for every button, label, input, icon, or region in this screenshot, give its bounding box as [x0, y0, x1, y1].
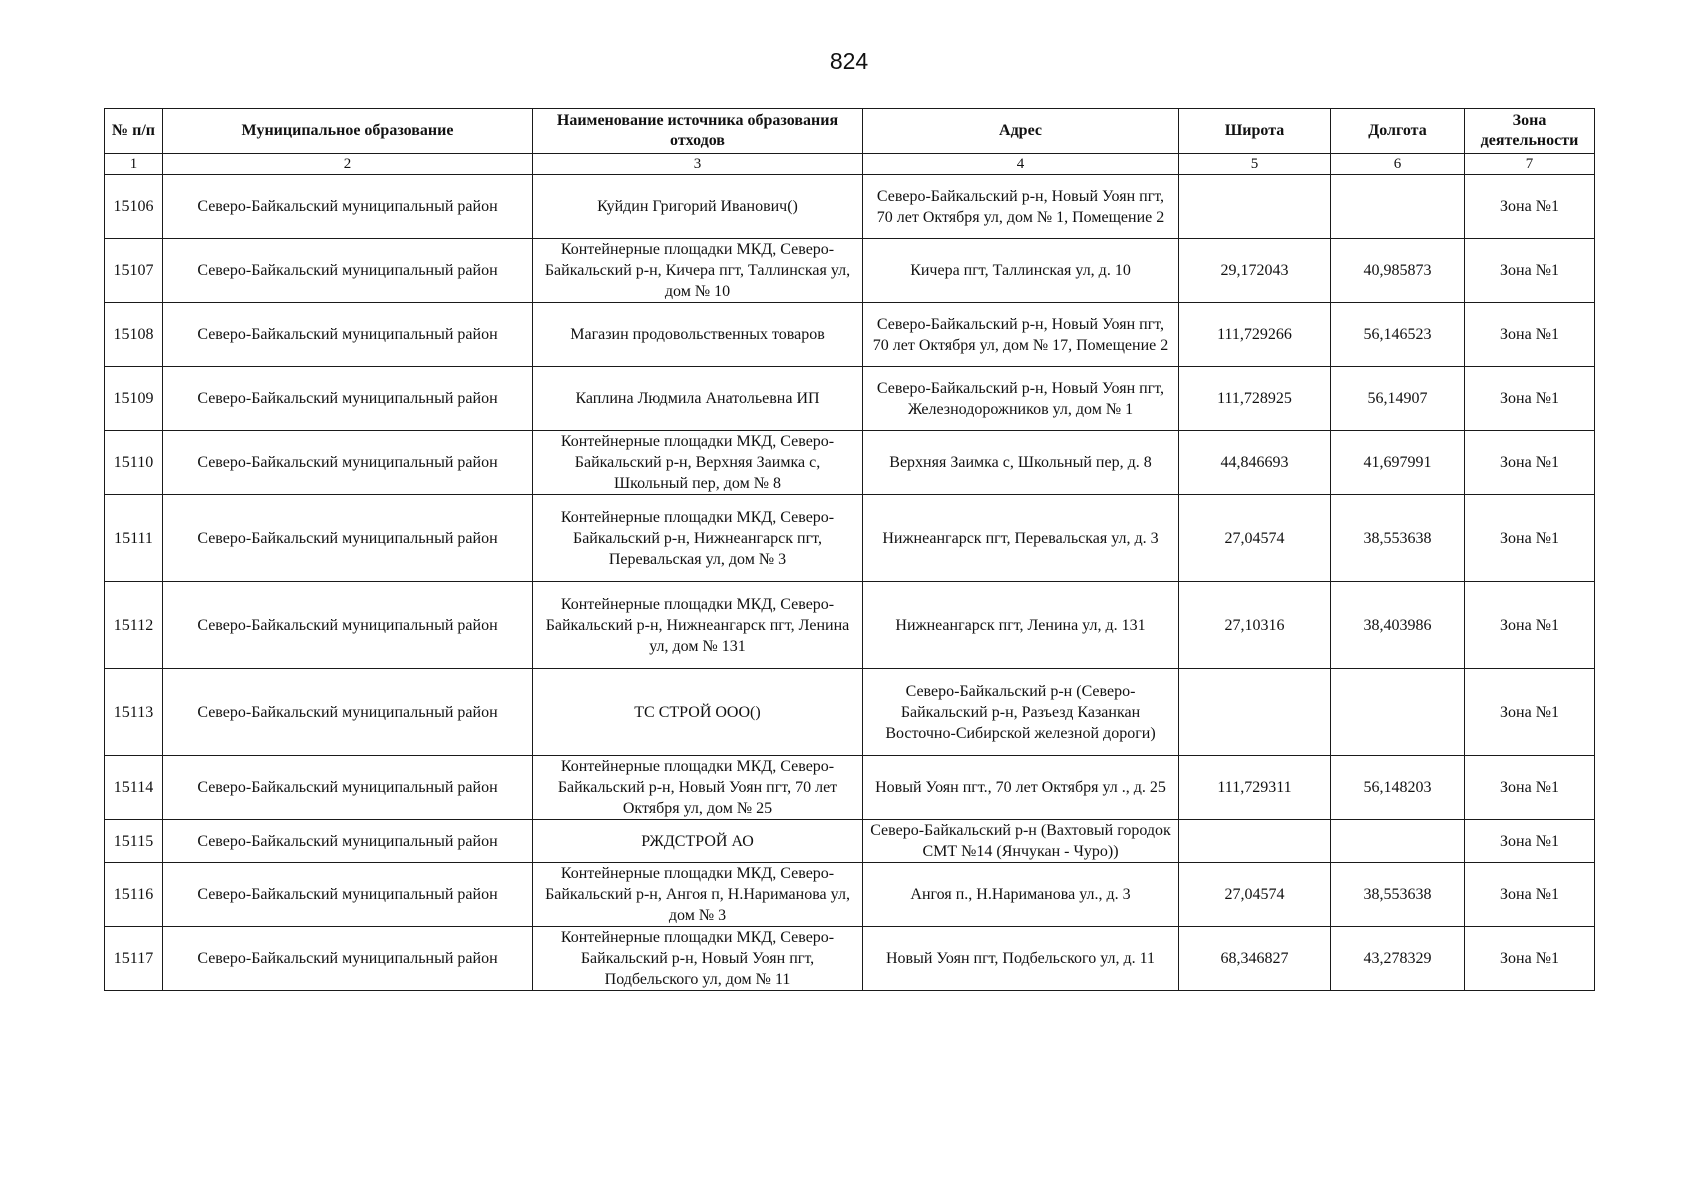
header-cell: Широта: [1179, 109, 1331, 154]
column-number-cell: 1: [105, 154, 163, 175]
page-number: 824: [829, 48, 869, 74]
row-number-cell: 15107: [105, 239, 163, 303]
row-number-cell: 15108: [105, 303, 163, 367]
longitude-cell: 40,985873: [1331, 239, 1465, 303]
municipality-cell: Северо-Байкальский муниципальный район: [163, 431, 533, 495]
address-cell: Верхняя Заимка с, Школьный пер, д. 8: [863, 431, 1179, 495]
latitude-cell: 27,10316: [1179, 582, 1331, 669]
source-name-cell: Куйдин Григорий Иванович(): [533, 175, 863, 239]
address-cell: Северо-Байкальский р-н, Новый Уоян пгт, 70 лет Октября ул, дом № 17, Помещение 2: [863, 303, 1179, 367]
zone-cell: Зона №1: [1465, 303, 1595, 367]
latitude-cell: 44,846693: [1179, 431, 1331, 495]
column-number-cell: 7: [1465, 154, 1595, 175]
row-number-cell: 15116: [105, 863, 163, 927]
address-cell: Новый Уоян пгт, Подбельского ул, д. 11: [863, 927, 1179, 991]
zone-cell: Зона №1: [1465, 367, 1595, 431]
municipality-cell: Северо-Байкальский муниципальный район: [163, 495, 533, 582]
column-number-cell: 2: [163, 154, 533, 175]
table-row: [105, 495, 1595, 582]
latitude-cell: [1179, 175, 1331, 239]
row-number-cell: 15114: [105, 756, 163, 820]
longitude-cell: 41,697991: [1331, 431, 1465, 495]
municipality-cell: Северо-Байкальский муниципальный район: [163, 582, 533, 669]
zone-cell: Зона №1: [1465, 495, 1595, 582]
header-cell: № п/п: [105, 109, 163, 154]
municipality-cell: Северо-Байкальский муниципальный район: [163, 820, 533, 863]
address-cell: Нижнеангарск пгт, Ленина ул, д. 131: [863, 582, 1179, 669]
longitude-cell: 56,148203: [1331, 756, 1465, 820]
table-header-row: [105, 109, 1595, 154]
column-number-row: [105, 154, 1595, 175]
column-number-cell: 5: [1179, 154, 1331, 175]
column-number-cell: 4: [863, 154, 1179, 175]
longitude-cell: [1331, 175, 1465, 239]
source-name-cell: Контейнерные площадки МКД, Северо-Байкальский р-н, Нижнеангарск пгт, Ленина ул, дом № 131: [533, 582, 863, 669]
municipality-cell: Северо-Байкальский муниципальный район: [163, 927, 533, 991]
row-number-cell: 15117: [105, 927, 163, 991]
table-row: [105, 863, 1595, 927]
municipality-cell: Северо-Байкальский муниципальный район: [163, 367, 533, 431]
source-name-cell: Магазин продовольственных товаров: [533, 303, 863, 367]
latitude-cell: 111,729266: [1179, 303, 1331, 367]
source-name-cell: Контейнерные площадки МКД, Северо-Байкальский р-н, Ангоя п, Н.Нариманова ул, дом № 3: [533, 863, 863, 927]
longitude-cell: 38,553638: [1331, 495, 1465, 582]
row-number-cell: 15115: [105, 820, 163, 863]
longitude-cell: 43,278329: [1331, 927, 1465, 991]
zone-cell: Зона №1: [1465, 756, 1595, 820]
latitude-cell: 111,728925: [1179, 367, 1331, 431]
longitude-cell: [1331, 820, 1465, 863]
municipality-cell: Северо-Байкальский муниципальный район: [163, 239, 533, 303]
source-name-cell: Контейнерные площадки МКД, Северо-Байкальский р-н, Новый Уоян пгт, Подбельского ул, дом № 11: [533, 927, 863, 991]
waste-sources-table: [104, 108, 1595, 991]
column-number-cell: 3: [533, 154, 863, 175]
latitude-cell: 27,04574: [1179, 495, 1331, 582]
row-number-cell: 15111: [105, 495, 163, 582]
address-cell: Кичера пгт, Таллинская ул, д. 10: [863, 239, 1179, 303]
table-row: [105, 669, 1595, 756]
zone-cell: Зона №1: [1465, 175, 1595, 239]
header-cell: Муниципальное образование: [163, 109, 533, 154]
longitude-cell: [1331, 669, 1465, 756]
zone-cell: Зона №1: [1465, 582, 1595, 669]
latitude-cell: [1179, 820, 1331, 863]
source-name-cell: Контейнерные площадки МКД, Северо-Байкальский р-н, Новый Уоян пгт, 70 лет Октября ул, дом № 25: [533, 756, 863, 820]
header-cell: Адрес: [863, 109, 1179, 154]
row-number-cell: 15106: [105, 175, 163, 239]
source-name-cell: Контейнерные площадки МКД, Северо-Байкальский р-н, Нижнеангарск пгт, Перевальская ул, дом № 3: [533, 495, 863, 582]
zone-cell: Зона №1: [1465, 239, 1595, 303]
source-name-cell: ТС СТРОЙ ООО(): [533, 669, 863, 756]
source-name-cell: РЖДСТРОЙ АО: [533, 820, 863, 863]
table-row: [105, 927, 1595, 991]
longitude-cell: 38,553638: [1331, 863, 1465, 927]
zone-cell: Зона №1: [1465, 863, 1595, 927]
address-cell: Северо-Байкальский р-н (Вахтовый городок СМТ №14 (Янчукан - Чуро)): [863, 820, 1179, 863]
municipality-cell: Северо-Байкальский муниципальный район: [163, 175, 533, 239]
municipality-cell: Северо-Байкальский муниципальный район: [163, 669, 533, 756]
table-row: [105, 175, 1595, 239]
table-body: [105, 175, 1595, 991]
row-number-cell: 15113: [105, 669, 163, 756]
source-name-cell: Каплина Людмила Анатольевна ИП: [533, 367, 863, 431]
header-cell: Наименование источника образования отходов: [533, 109, 863, 154]
table-row: [105, 367, 1595, 431]
address-cell: Северо-Байкальский р-н (Северо-Байкальский р-н, Разъезд Казанкан Восточно-Сибирской железной дороги): [863, 669, 1179, 756]
longitude-cell: 56,14907: [1331, 367, 1465, 431]
header-cell: Зона деятельности: [1465, 109, 1595, 154]
source-name-cell: Контейнерные площадки МКД, Северо-Байкальский р-н, Кичера пгт, Таллинская ул, дом № 10: [533, 239, 863, 303]
address-cell: Нижнеангарск пгт, Перевальская ул, д. 3: [863, 495, 1179, 582]
latitude-cell: 27,04574: [1179, 863, 1331, 927]
source-name-cell: Контейнерные площадки МКД, Северо-Байкальский р-н, Верхняя Заимка с, Школьный пер, дом № 8: [533, 431, 863, 495]
latitude-cell: 29,172043: [1179, 239, 1331, 303]
row-number-cell: 15110: [105, 431, 163, 495]
address-cell: Северо-Байкальский р-н, Новый Уоян пгт, 70 лет Октября ул, дом № 1, Помещение 2: [863, 175, 1179, 239]
longitude-cell: 56,146523: [1331, 303, 1465, 367]
table-row: [105, 820, 1595, 863]
latitude-cell: [1179, 669, 1331, 756]
address-cell: Новый Уоян пгт., 70 лет Октября ул ., д. 25: [863, 756, 1179, 820]
zone-cell: Зона №1: [1465, 927, 1595, 991]
longitude-cell: 38,403986: [1331, 582, 1465, 669]
table-row: [105, 431, 1595, 495]
row-number-cell: 15112: [105, 582, 163, 669]
table-row: [105, 582, 1595, 669]
municipality-cell: Северо-Байкальский муниципальный район: [163, 756, 533, 820]
municipality-cell: Северо-Байкальский муниципальный район: [163, 303, 533, 367]
zone-cell: Зона №1: [1465, 820, 1595, 863]
table-row: [105, 756, 1595, 820]
row-number-cell: 15109: [105, 367, 163, 431]
latitude-cell: 111,729311: [1179, 756, 1331, 820]
municipality-cell: Северо-Байкальский муниципальный район: [163, 863, 533, 927]
column-number-cell: 6: [1331, 154, 1465, 175]
zone-cell: Зона №1: [1465, 669, 1595, 756]
address-cell: Ангоя п., Н.Нариманова ул., д. 3: [863, 863, 1179, 927]
latitude-cell: 68,346827: [1179, 927, 1331, 991]
header-cell: Долгота: [1331, 109, 1465, 154]
table-row: [105, 239, 1595, 303]
table-row: [105, 303, 1595, 367]
address-cell: Северо-Байкальский р-н, Новый Уоян пгт, Железнодорожников ул, дом № 1: [863, 367, 1179, 431]
zone-cell: Зона №1: [1465, 431, 1595, 495]
